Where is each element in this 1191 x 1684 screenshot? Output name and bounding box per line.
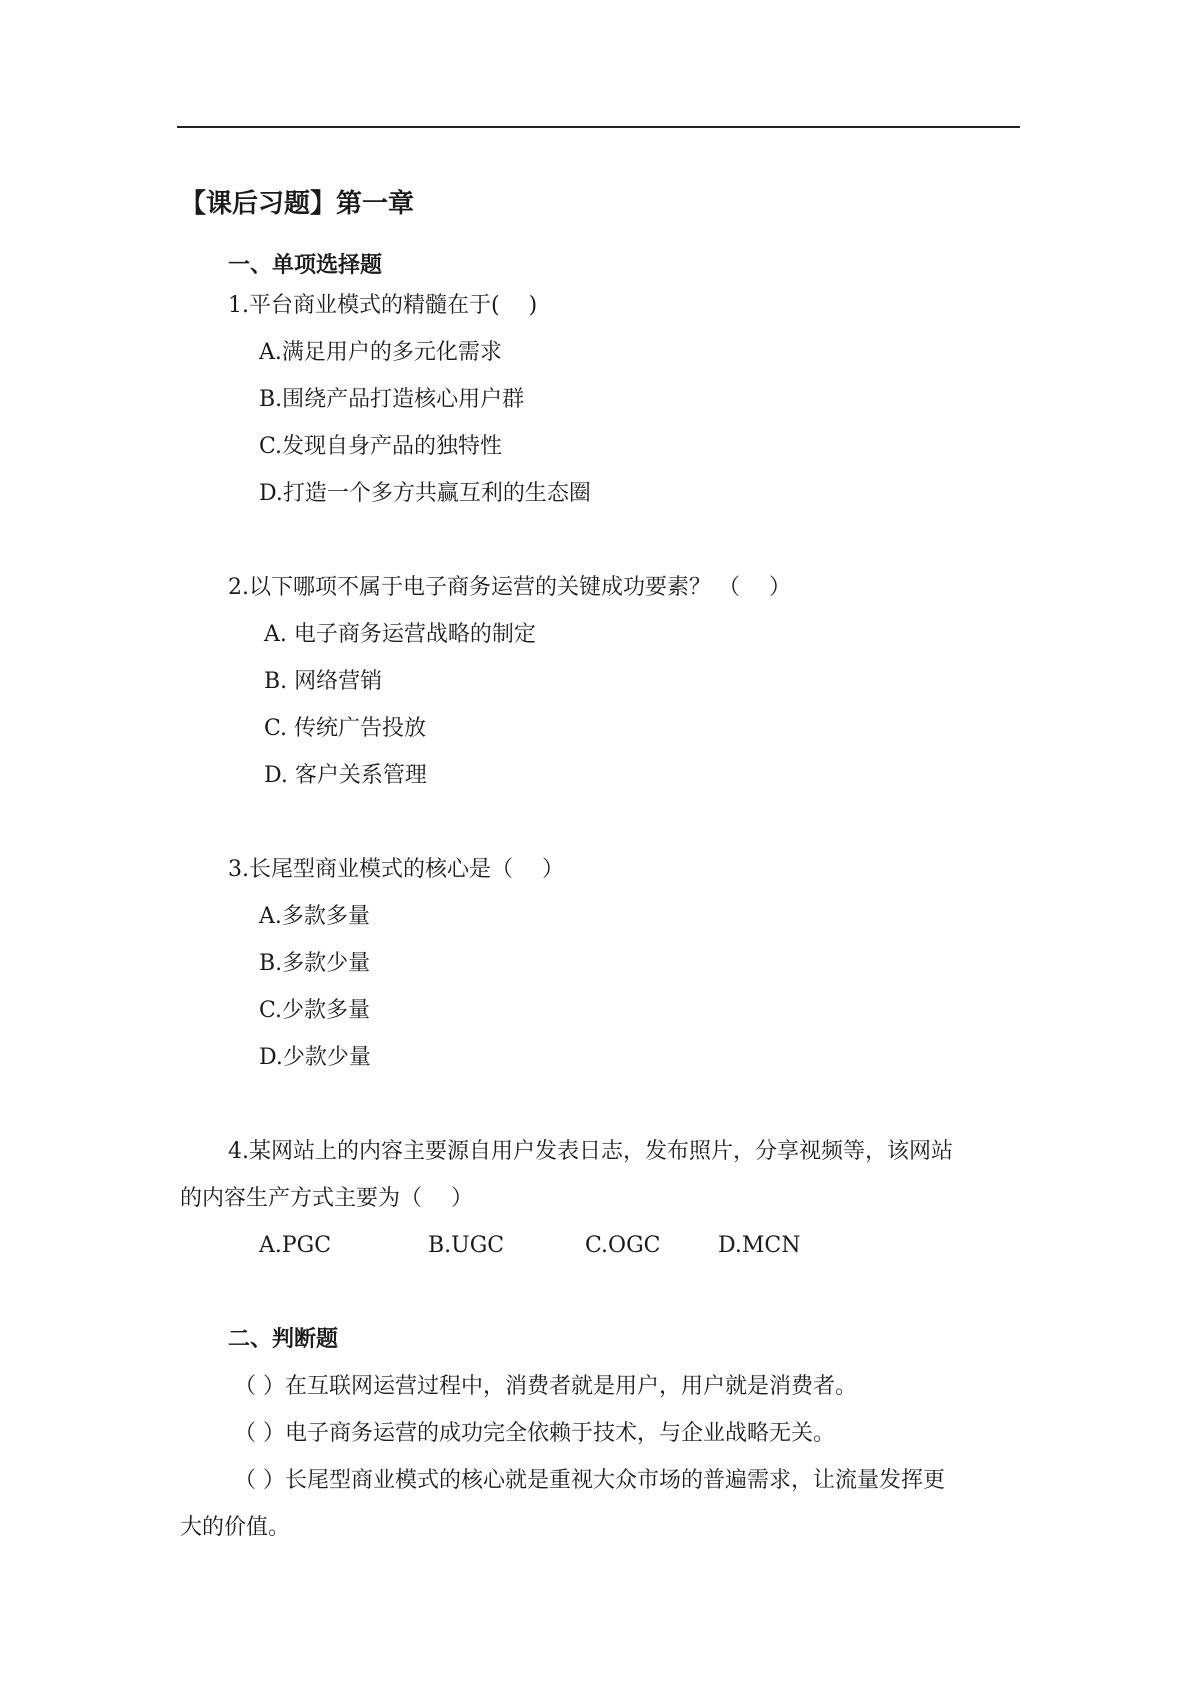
question-1-option-c: C.发现自身产品的独特性 — [259, 434, 503, 459]
question-1-option-b: B.围绕产品打造核心用户群 — [259, 387, 525, 412]
question-2-option-a: A. 电子商务运营战略的制定 — [264, 622, 536, 647]
true-false-item-3-line-1: （ ）长尾型商业模式的核心就是重视大众市场的普遍需求，让流量发挥更 — [234, 1468, 945, 1493]
question-1-option-d: D.打造一个多方共赢互利的生态圈 — [259, 481, 591, 506]
question-4-option-b: B.UGC — [428, 1233, 505, 1258]
question-4-option-d: D.MCN — [718, 1233, 801, 1258]
question-3-option-c: C.少款多量 — [259, 998, 371, 1023]
page-title: 【课后习题】第一章 — [180, 189, 415, 219]
question-4-stem-line-1: 4.某网站上的内容主要源自用户发表日志，发布照片，分享视频等，该网站 — [228, 1139, 953, 1164]
question-1-option-a: A.满足用户的多元化需求 — [259, 340, 502, 365]
true-false-item-2: （ ）电子商务运营的成功完全依赖于技术，与企业战略无关。 — [234, 1421, 835, 1446]
true-false-item-3-line-2: 大的价值。 — [180, 1515, 291, 1540]
question-2-option-b: B. 网络营销 — [264, 669, 383, 694]
question-2-option-c: C. 传统广告投放 — [264, 716, 427, 741]
question-3-option-b: B.多款少量 — [259, 951, 371, 976]
true-false-item-1: （ ）在互联网运营过程中，消费者就是用户，用户就是消费者。 — [234, 1374, 857, 1399]
question-1-stem: 1.平台商业模式的精髓在于( ) — [228, 293, 538, 318]
question-2-option-d: D. 客户关系管理 — [264, 763, 427, 788]
question-2-stem: 2.以下哪项不属于电子商务运营的关键成功要素？ （ ） — [228, 575, 791, 600]
question-4-option-c: C.OGC — [585, 1233, 661, 1258]
question-3-stem: 3.长尾型商业模式的核心是（ ） — [228, 857, 564, 882]
question-3-option-d: D.少款少量 — [259, 1045, 371, 1070]
question-4-option-a: A.PGC — [259, 1233, 332, 1258]
question-3-option-a: A.多款多量 — [259, 904, 370, 929]
header-rule — [177, 126, 1020, 128]
question-4-stem-line-2: 的内容生产方式主要为（ ） — [180, 1186, 473, 1211]
section-heading-true-false: 二、判断题 — [228, 1327, 339, 1352]
section-heading-multiple-choice: 一、单项选择题 — [228, 253, 383, 278]
